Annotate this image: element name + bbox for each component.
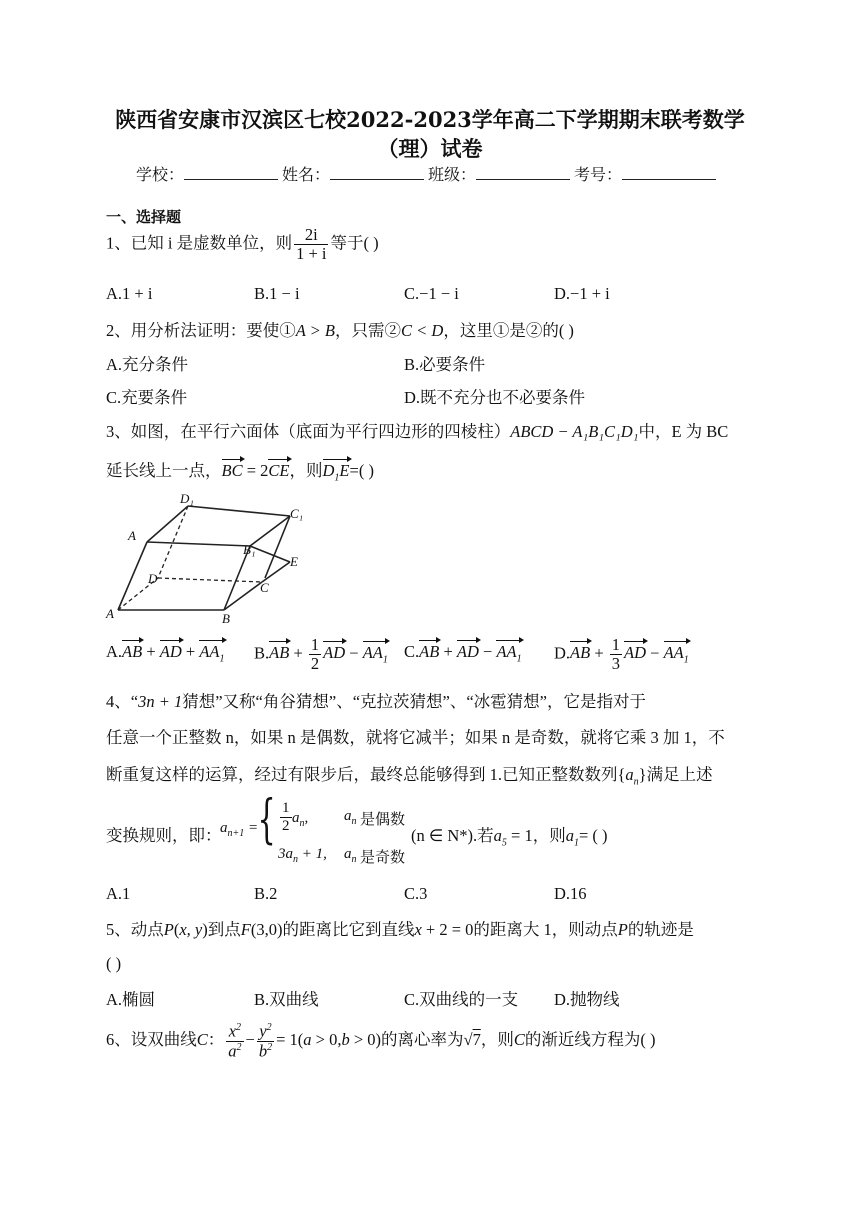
label-d: D [148, 571, 158, 586]
q5-option-d: D.抛物线 [554, 990, 620, 1009]
question-4-line1: 4、“3n + 1猜想”又称“角谷猜想”、“克拉茨猜想”、“冰雹猜想”，它是指对于 [106, 692, 646, 711]
question-4-line4: 变换规则，即： [106, 826, 222, 845]
q1-tail: 等于( ) [330, 233, 379, 253]
question-5: 5、动点P(x, y)到点F(3,0)的距离比它到直线x + 2 = 0的距离大 1，则动点P的轨迹是 [106, 920, 694, 939]
question-4-line2: 任意一个正整数 n，如果 n 是偶数，就将它减半；如果 n 是奇数，就将它乘 3 加 1，不 [106, 728, 725, 747]
label-c1: C₁ [290, 506, 304, 521]
school-blank[interactable] [184, 166, 278, 180]
q1-option-c: C.−1 − i [404, 284, 459, 303]
q4-condition: (n ∈ N*).若$a_5 = 1$，则$a_1=$ ( ) [411, 826, 608, 849]
q1-numerator: 2i [294, 226, 328, 245]
label-c: C [260, 580, 269, 595]
exam-no-label: 考号： [574, 167, 623, 184]
section-heading: 一、选择题 [106, 208, 182, 226]
q1-option-a: A.1 + i [106, 284, 153, 303]
q3-option-a: A.AB + AD + $AA_1$ [106, 642, 225, 665]
question-3-line2: 延长线上一点，BC = 2CE，则$D_1E=$( ) [106, 461, 374, 484]
q2-option-d: D.既不充分也不必要条件 [404, 388, 586, 407]
q5-option-c: C.双曲线的一支 [404, 990, 519, 1009]
label-a1: A [128, 528, 136, 543]
label-d1: D₁ [180, 491, 194, 506]
q1-stem: 1、已知 i 是虚数单位，则 [106, 233, 293, 253]
name-blank[interactable] [330, 166, 424, 180]
label-b: B [222, 611, 230, 625]
q5-paren: ( ) [106, 954, 122, 973]
q3-option-b: B.AB + $\frac{1}{2}$ AD − $AA_1$ [254, 635, 388, 674]
q1-option-b: B.1 − i [254, 284, 300, 303]
student-info-line [136, 162, 720, 185]
q4-option-a: A.1 [106, 884, 131, 903]
exam-no-blank[interactable] [622, 166, 716, 180]
q2-option-c: C.充要条件 [106, 388, 188, 407]
question-2: 2、用分析法证明：要使①A > B，只需②C < D，这里①是②的( ) [106, 321, 574, 340]
label-b1: B₁ [243, 542, 256, 557]
question-4-line3: 断重复这样的运算，经过有限步后，最终总能够得到 1.已知正整数数列$\{a_n\}$满足上述 [106, 765, 713, 788]
title-line1: 陕西省安康市汉滨区七校2022-2023学年高二下学期期末联考数学 [115, 107, 745, 132]
q2-option-a: A.充分条件 [106, 355, 189, 374]
q3-option-c: C.AB + AD − $AA_1$ [404, 642, 522, 665]
q1-fraction [294, 226, 328, 263]
q1-option-d: D.−1 + i [554, 284, 610, 303]
label-a: A [106, 606, 114, 621]
class-label: 班级： [428, 167, 477, 184]
title-line2: （理）试卷 [377, 136, 483, 161]
name-label: 姓名： [282, 167, 331, 184]
q4-option-d: D.16 [554, 884, 587, 903]
q1-denominator: 1 + i [296, 244, 327, 264]
label-e: E [290, 554, 298, 569]
class-blank[interactable] [476, 166, 570, 180]
q2-option-b: B.必要条件 [404, 355, 486, 374]
q4-option-b: B.2 [254, 884, 278, 903]
q5-option-b: B.双曲线 [254, 990, 319, 1009]
q4-option-c: C.3 [404, 884, 428, 903]
question-3-line1: 3、如图，在平行六面体（底面为平行四边形的四棱柱）ABCD − A₁B₁C₁D₁中，E 为 BC [106, 422, 729, 441]
parallelepiped-figure [100, 490, 310, 625]
q5-option-a: A.椭圆 [106, 990, 156, 1009]
question-1 [106, 226, 379, 263]
school-label: 学校： [136, 167, 185, 184]
q3-option-d: D.AB + $\frac{1}{3}$ AD − $AA_1$ [554, 635, 689, 674]
question-6: 6、设双曲线C： $\frac{x^2}{a^2}$ − $\frac{y^2}{b^2}$ = 1(a > 0,b > 0)的离心率为√7，则C的渐近线方程为( ) [106, 1021, 656, 1061]
